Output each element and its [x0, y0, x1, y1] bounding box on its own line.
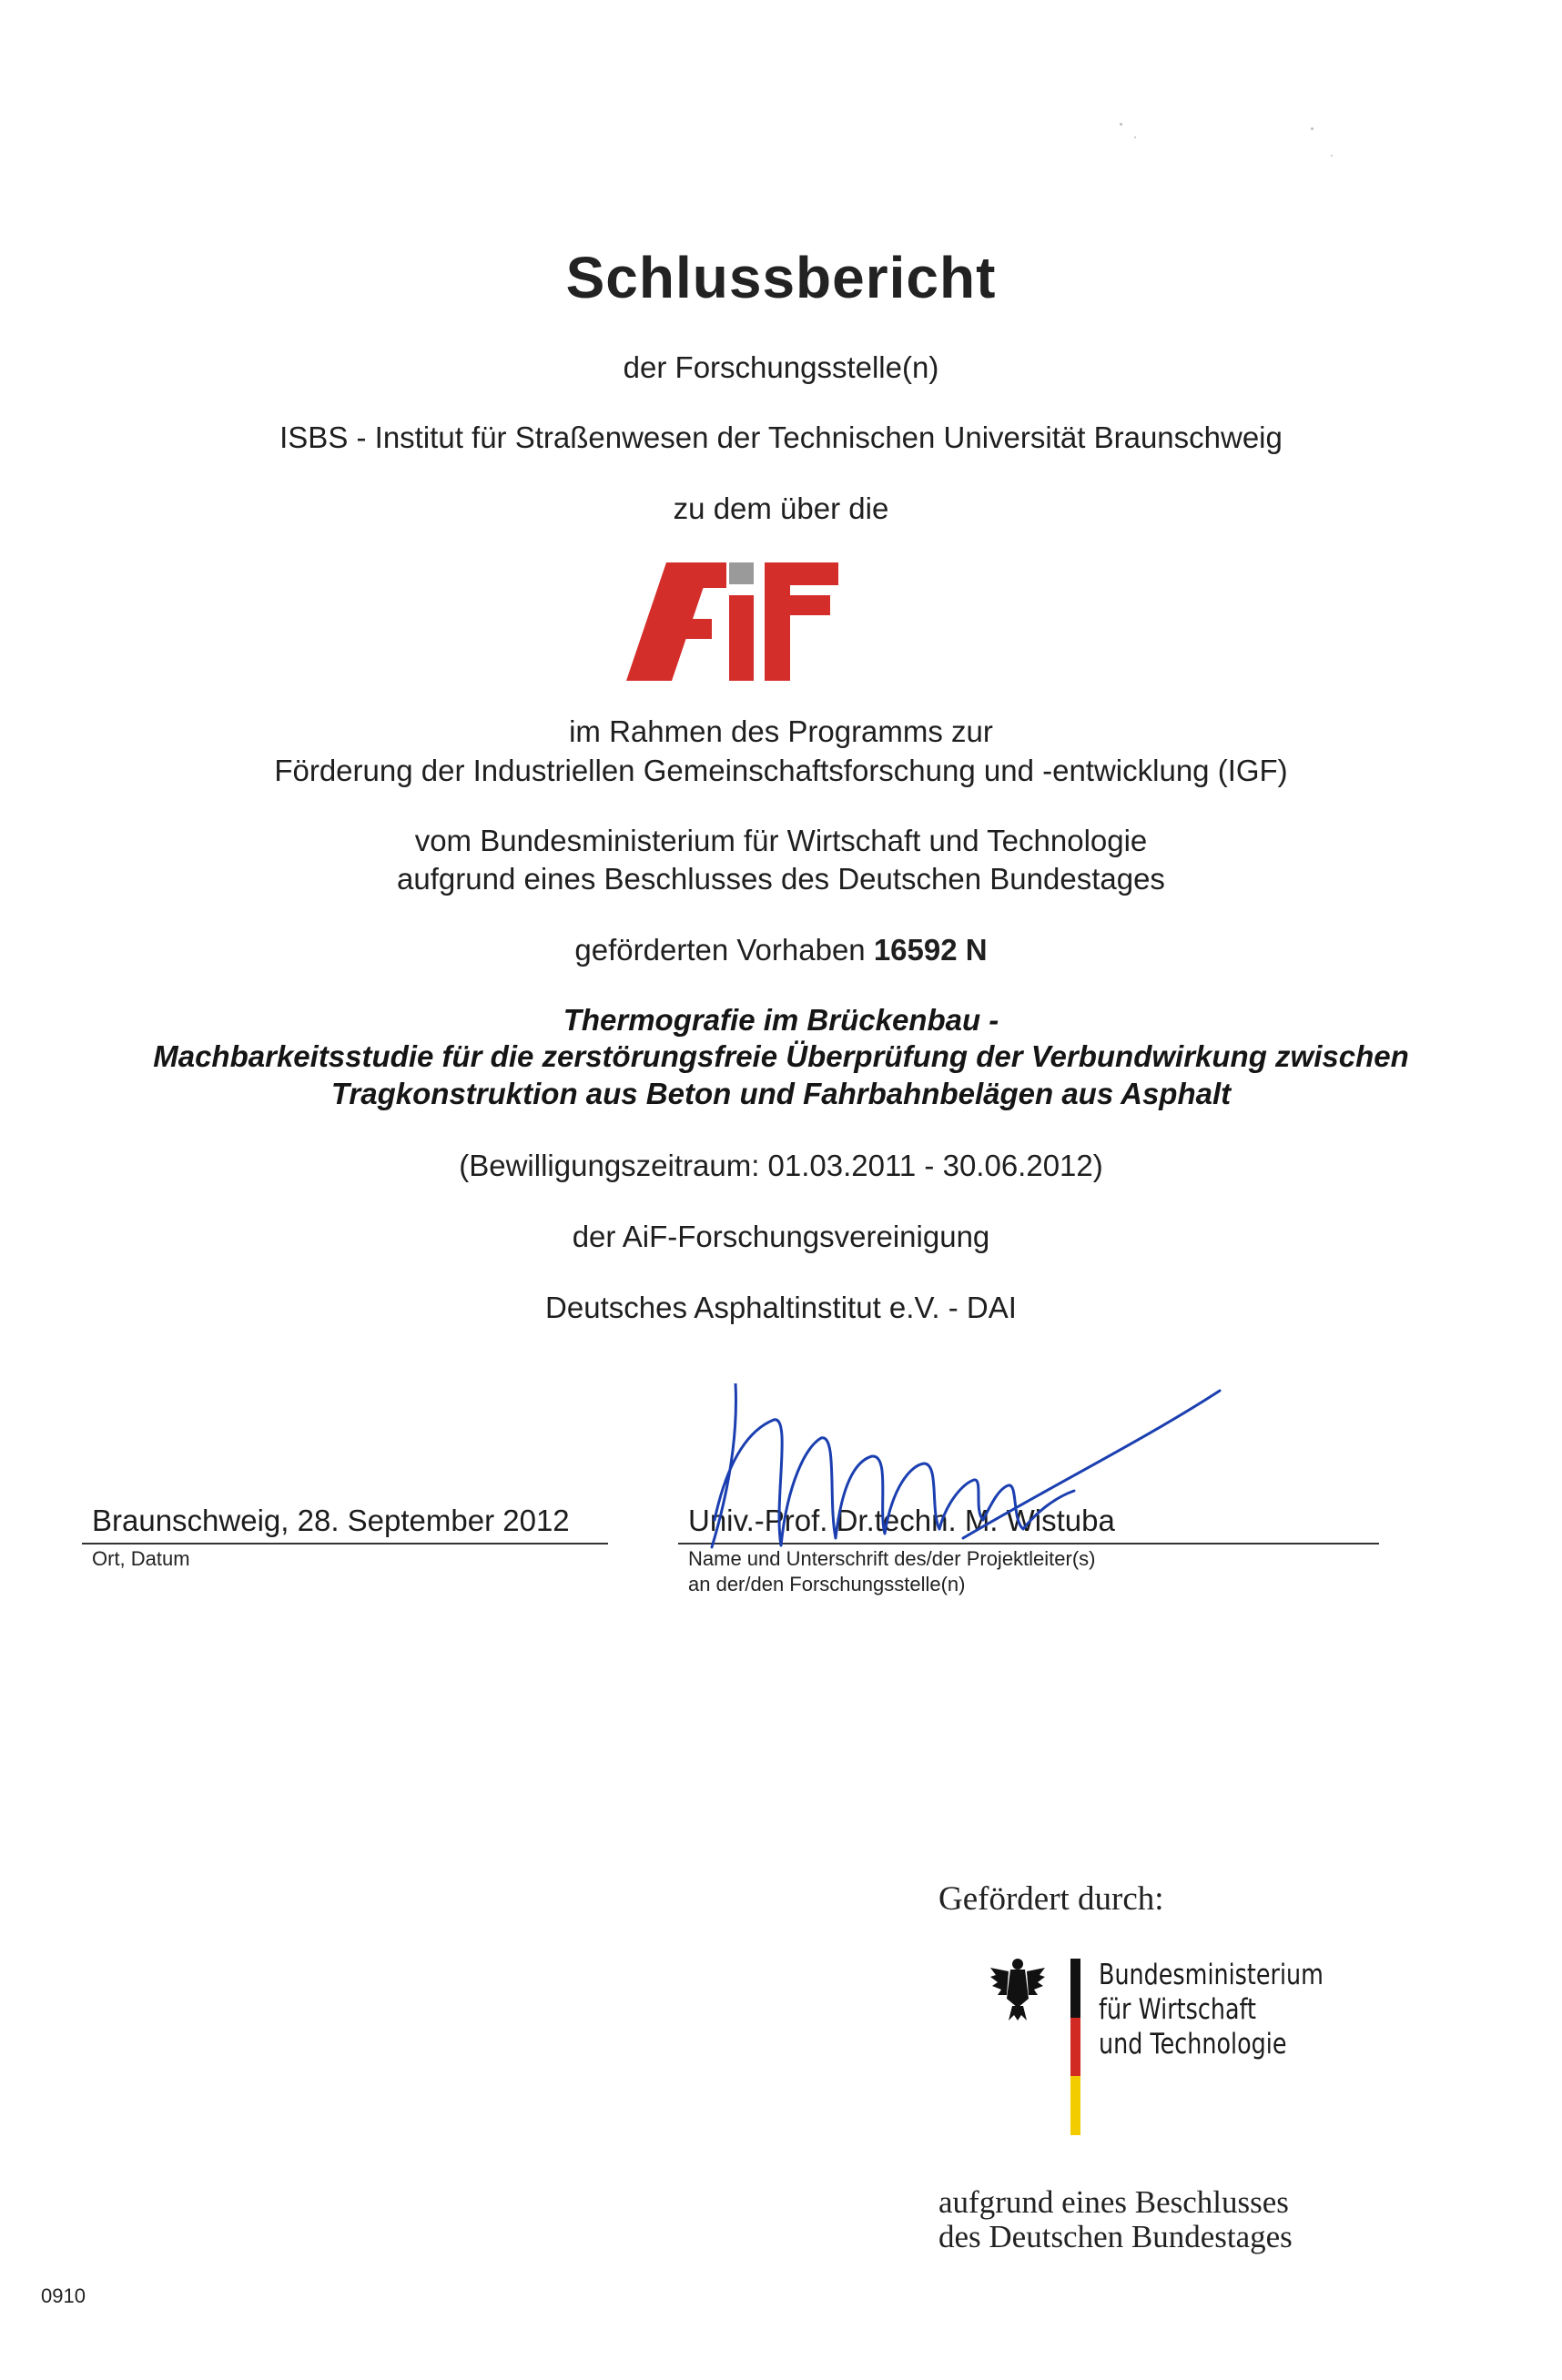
funding-period: (Bewilligungszeitraum: 01.03.2011 - 30.06.2012) — [459, 1149, 1103, 1182]
association-line-1: der AiF-Forschungsvereinigung — [572, 1220, 990, 1253]
scan-speck — [1134, 137, 1136, 138]
institute-name: ISBS - Institut für Straßenwesen der Technischen Universität Braunschweig — [279, 420, 1283, 454]
ministry-name-line-3: und Technologie — [1099, 2028, 1287, 2061]
ministry-line: vom Bundesministerium für Wirtschaft und Technologie — [414, 824, 1148, 857]
ministry-name-line-2: für Wirtschaft — [1099, 1993, 1257, 2026]
german-flag-bar — [1070, 1959, 1080, 2135]
funded-project-prefix: geförderten Vorhaben — [574, 933, 874, 967]
intro-line-research-unit: der Forschungsstelle(n) — [623, 350, 939, 384]
federal-eagle-icon — [989, 1957, 1047, 2022]
project-title-line-2: Machbarkeitsstudie für die zerstörungsfreie Überprüfung der Verbundwirkung zwischen — [153, 1039, 1409, 1073]
signatory-label-line-1: Name und Unterschrift des/der Projektleiter(s) — [688, 1547, 1096, 1570]
bundestag-decision-line-2: des Deutschen Bundestages — [938, 2219, 1293, 2254]
bundestag-line: aufgrund eines Beschlusses des Deutschen Bundestages — [397, 862, 1165, 896]
funded-project-line — [0, 933, 1562, 967]
flag-gold — [1070, 2076, 1080, 2135]
intro-line-via: zu dem über die — [673, 491, 889, 525]
aif-logo-f-top — [765, 562, 838, 585]
signatory-name: Univ.-Prof. Dr.techn. M. Wistuba — [688, 1504, 1115, 1537]
signatory-label-line-2: an der/den Forschungsstelle(n) — [688, 1573, 966, 1595]
aif-logo-f-stem — [765, 585, 790, 681]
flag-black — [1070, 1959, 1080, 2018]
handwritten-signature — [674, 1383, 1256, 1565]
scan-speck — [1331, 155, 1333, 157]
scan-speck — [1120, 123, 1122, 126]
flag-red — [1070, 2018, 1080, 2077]
place-date-rule — [82, 1543, 608, 1544]
aif-logo — [610, 562, 842, 681]
place-date: Braunschweig, 28. September 2012 — [92, 1504, 570, 1537]
project-title-line-1: Thermografie im Brückenbau - — [563, 1003, 999, 1037]
page-title: Schlussbericht — [565, 245, 997, 310]
scan-speck — [1311, 127, 1314, 130]
association-name: Deutsches Asphaltinstitut e.V. - DAI — [545, 1291, 1017, 1324]
aif-logo-i-dot — [729, 562, 754, 584]
bundestag-decision-line-1: aufgrund eines Beschlusses — [938, 2184, 1289, 2220]
aif-logo-a-bar — [655, 619, 712, 639]
ministry-name-line-1: Bundesministerium — [1099, 1959, 1324, 1991]
document-code: 0910 — [41, 2284, 86, 2307]
project-number: 16592 N — [873, 933, 988, 967]
project-title-line-3: Tragkonstruktion aus Beton und Fahrbahnbelägen aus Asphalt — [330, 1077, 1232, 1110]
funded-by-heading: Gefördert durch: — [938, 1880, 1164, 1918]
programme-line-1: im Rahmen des Programms zur — [569, 714, 993, 748]
programme-line-2: Förderung der Industriellen Gemeinschaftsforschung und -entwicklung (IGF) — [274, 754, 1288, 787]
aif-logo-i-stem — [729, 595, 754, 681]
place-date-label: Ort, Datum — [92, 1547, 190, 1570]
